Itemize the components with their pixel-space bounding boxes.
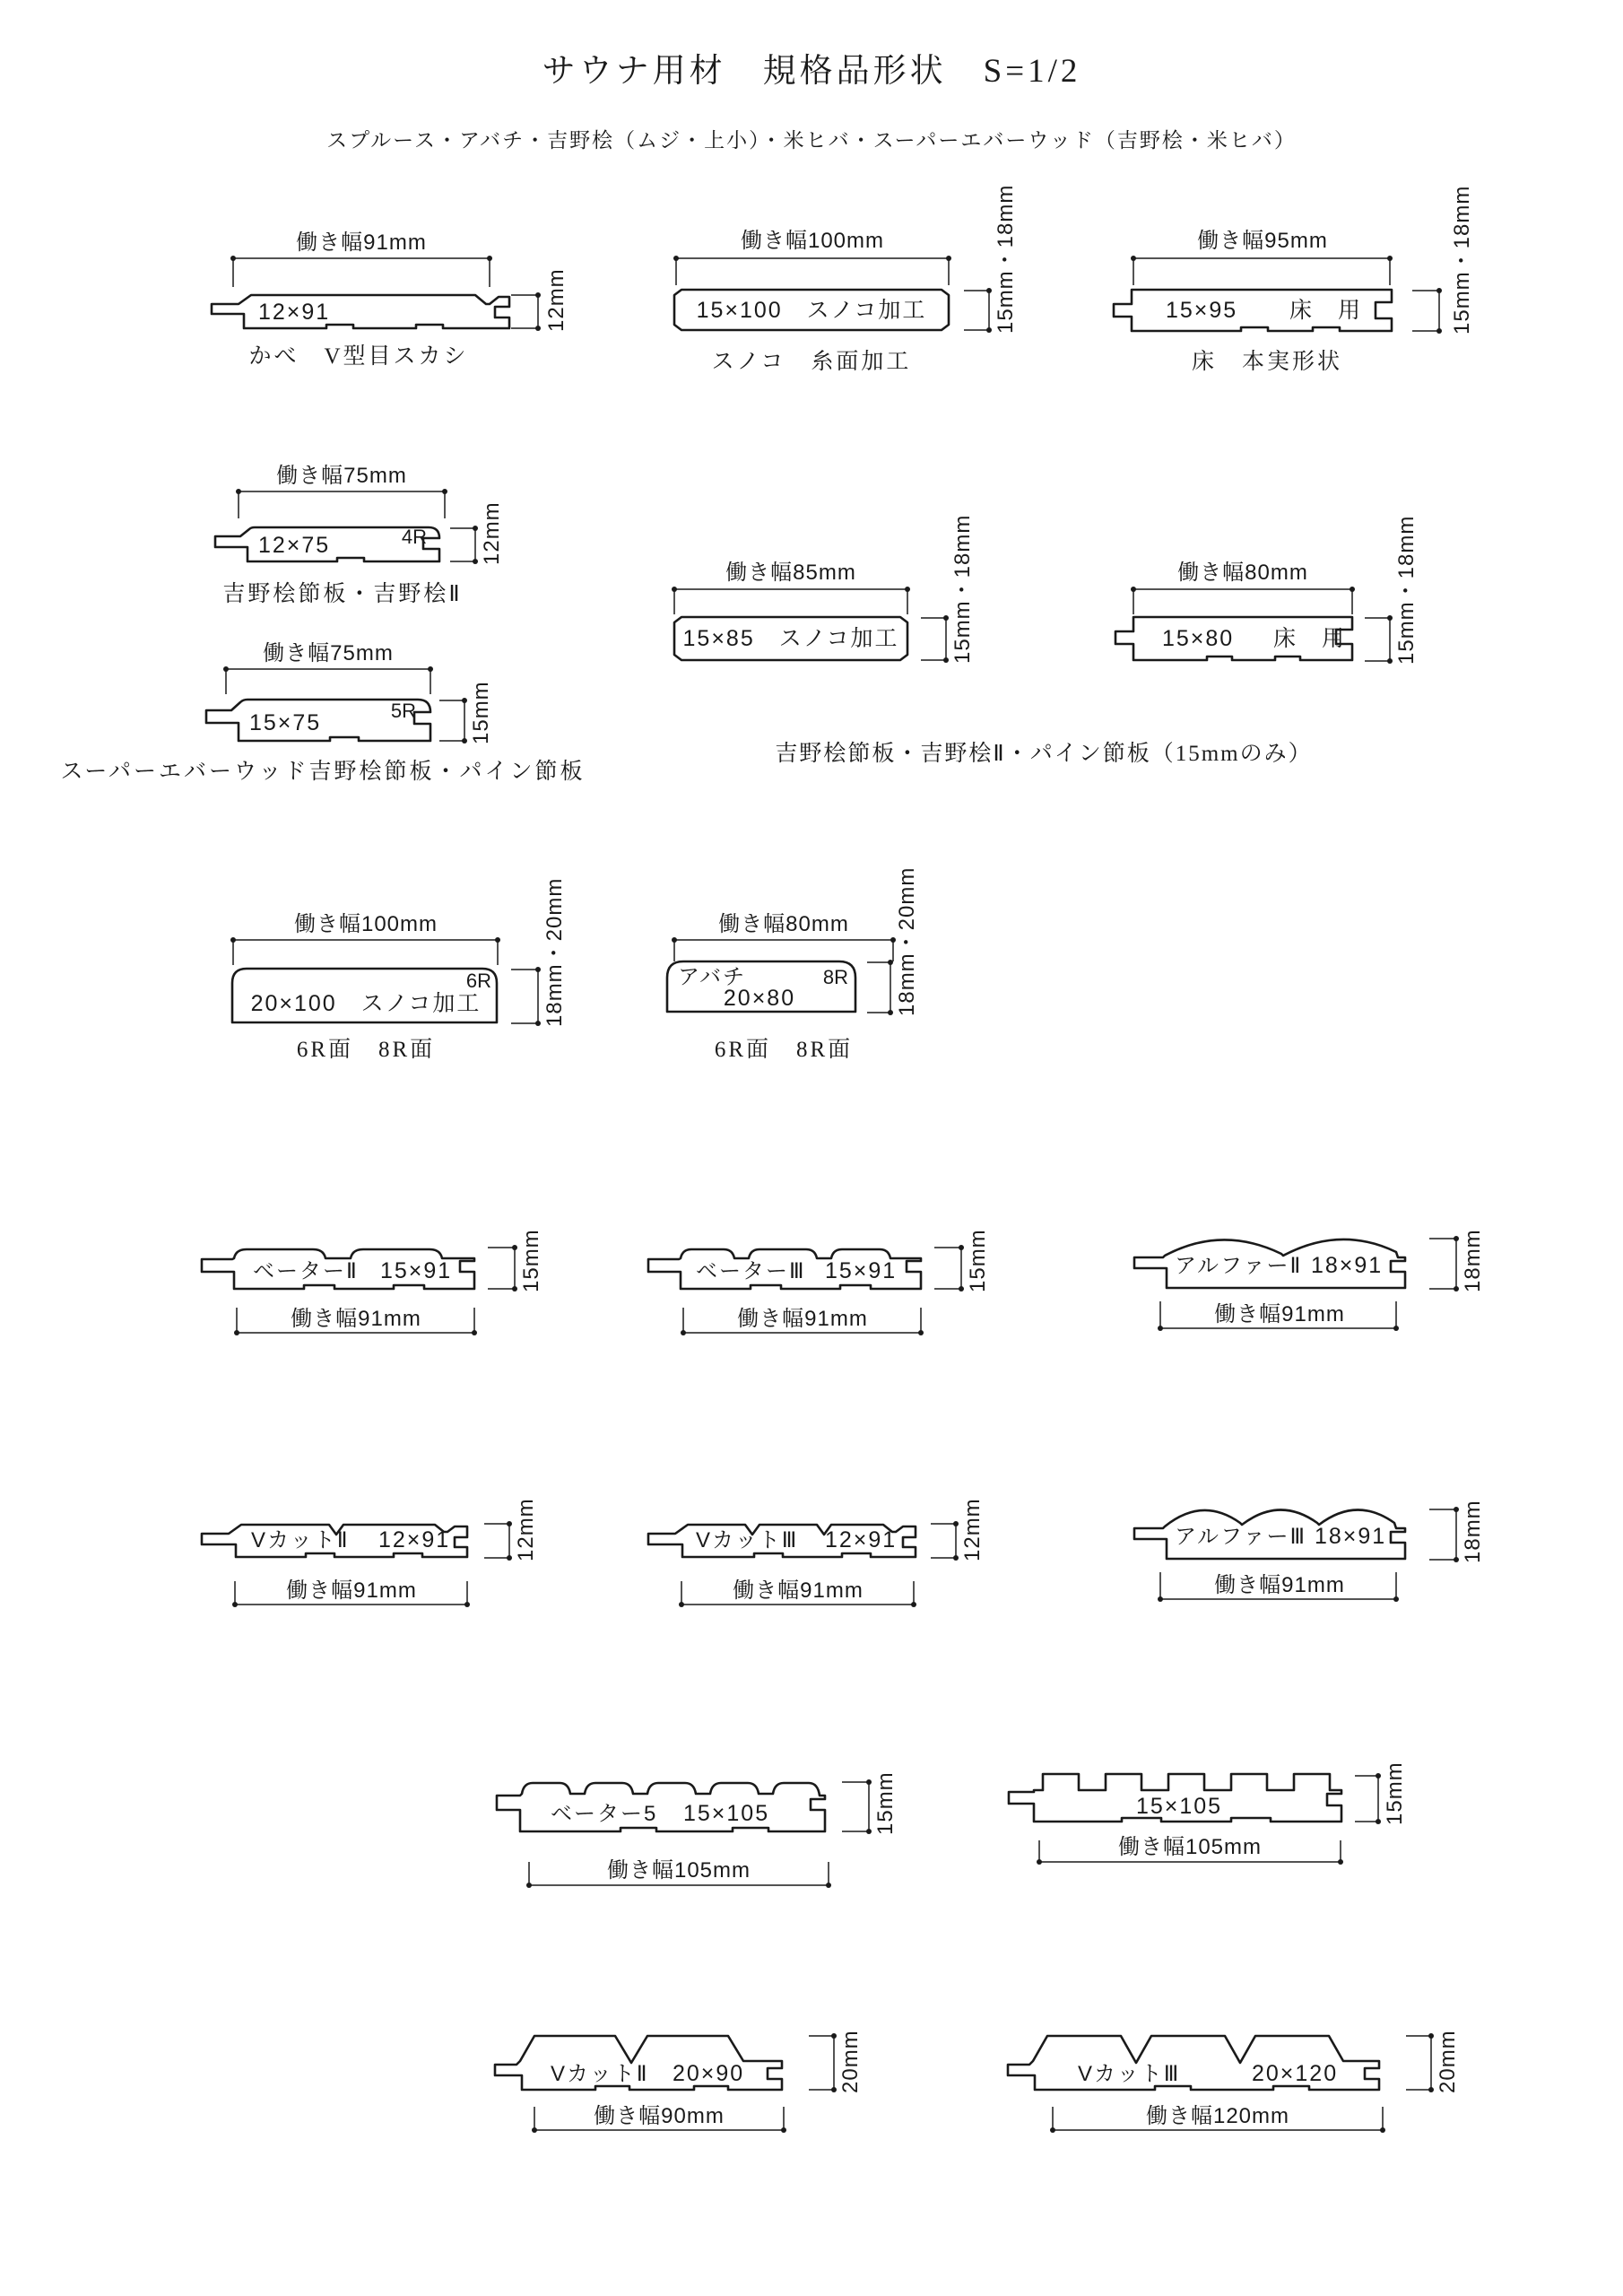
height-dimension xyxy=(1429,1500,1485,1563)
width-dimension xyxy=(1037,1835,1343,1865)
figure-rib-15x105 xyxy=(1007,1761,1428,1882)
size-label: 20×100 スノコ加工 xyxy=(250,991,482,1016)
width-dimension xyxy=(526,1858,831,1888)
dimension-dot xyxy=(236,489,241,494)
dimension-dot xyxy=(1454,1286,1459,1292)
height-dimension xyxy=(484,1498,538,1561)
dimension-dot xyxy=(1428,2033,1434,2039)
dimension-dot xyxy=(1387,256,1393,261)
width-dimension-label: 働き幅105mm xyxy=(606,1858,751,1883)
height-dimension xyxy=(1365,516,1419,665)
dimension-dot xyxy=(1454,1557,1459,1562)
height-dimension-label: 15mm xyxy=(519,1229,543,1292)
height-dimension-label: 15mm xyxy=(469,681,493,744)
dimension-dot xyxy=(473,559,478,564)
dimension-dot xyxy=(918,1330,924,1335)
figure-alpha3-18x91 xyxy=(1132,1500,1517,1626)
dimension-dot xyxy=(1376,1819,1381,1824)
width-dimension xyxy=(230,230,492,287)
dimension-dot xyxy=(512,1245,517,1250)
profile-outline xyxy=(497,1783,825,1831)
height-dimension xyxy=(511,268,568,332)
width-dimension xyxy=(681,1307,924,1335)
height-dimension-label: 18mm xyxy=(1461,1229,1485,1292)
width-dimension-label: 働き幅95mm xyxy=(1197,229,1328,253)
width-dimension xyxy=(1050,2104,1385,2133)
product-name-label: アルファーⅢ xyxy=(1175,1525,1307,1549)
species-label: アバチ xyxy=(678,965,747,989)
width-dimension-label: 働き幅75mm xyxy=(263,641,394,665)
dimension-dot xyxy=(1158,1326,1163,1331)
dimension-dot xyxy=(781,2127,786,2133)
width-dimension-label: 働き幅85mm xyxy=(725,561,856,585)
dimension-dot xyxy=(1436,288,1442,293)
width-dimension-label: 働き幅91mm xyxy=(296,230,427,255)
width-dimension xyxy=(1158,1572,1399,1602)
size-label: 12×91 xyxy=(825,1527,898,1552)
width-dimension-label: 働き幅120mm xyxy=(1145,2104,1290,2128)
dimension-dot xyxy=(946,256,951,261)
dimension-dot xyxy=(473,526,478,531)
height-dimension xyxy=(439,681,493,744)
figure-caption: スーパーエバーウッド吉野桧節板・パイン節板 xyxy=(60,760,586,784)
height-dimension-label: 15mm xyxy=(873,1771,898,1835)
product-name-label: VカットⅡ xyxy=(551,2062,649,2086)
page-title: サウナ用材 規格品形状 S=1/2 xyxy=(542,53,1081,90)
dimension-dot xyxy=(866,1779,872,1785)
dimension-dot xyxy=(1454,1507,1459,1512)
radius-label: 8R xyxy=(822,966,848,988)
height-dimension xyxy=(488,1229,543,1292)
size-label: 18×91 xyxy=(1315,1524,1387,1549)
figure-sunoko-85 xyxy=(662,514,1056,689)
height-dimension-label: 15mm xyxy=(1383,1761,1407,1825)
dimension-dot xyxy=(672,937,677,943)
figure-caption: 6R面 8R面 xyxy=(296,1038,436,1062)
dimension-dot xyxy=(673,256,679,261)
dimension-dot xyxy=(535,967,541,972)
dimension-dot xyxy=(1387,658,1393,664)
dimension-dot xyxy=(986,327,992,333)
height-dimension-label: 18mm・20mm xyxy=(895,866,919,1016)
dimension-dot xyxy=(959,1245,964,1250)
dimension-dot xyxy=(943,657,949,663)
figure-beta2-15x91 xyxy=(199,1229,585,1354)
width-dimension-label: 働き幅75mm xyxy=(276,464,407,488)
dimension-dot xyxy=(1338,1859,1343,1865)
dimension-dot xyxy=(679,1602,684,1607)
dimension-dot xyxy=(1037,1859,1042,1865)
dimension-dot xyxy=(911,1602,916,1607)
figure-vcut2-12x91 xyxy=(199,1498,585,1625)
dimension-dot xyxy=(681,1330,686,1335)
height-dimension-label: 12mm xyxy=(480,501,504,565)
width-dimension-label: 働き幅100mm xyxy=(740,229,885,253)
figure-vcut3-20x120 xyxy=(1008,2032,1492,2153)
dimension-dot xyxy=(866,1829,872,1834)
height-dimension xyxy=(921,515,975,664)
size-label: 15×75 xyxy=(249,710,322,735)
product-name-label: VカットⅢ xyxy=(696,1528,799,1552)
dimension-dot xyxy=(1380,2127,1385,2133)
figure-abachi-20x80 xyxy=(664,866,1040,1072)
radius-label: 6R xyxy=(465,970,491,992)
height-dimension xyxy=(931,1498,985,1561)
figure-yuka-80 xyxy=(1112,515,1524,689)
figure-caption: 吉野桧節板・吉野桧Ⅱ xyxy=(222,582,463,606)
dimension-dot xyxy=(953,1555,959,1561)
dimension-dot xyxy=(1376,1773,1381,1779)
dimension-dot xyxy=(888,1010,893,1015)
size-label: 15×105 xyxy=(683,1801,770,1826)
dimension-dot xyxy=(234,1330,239,1335)
height-dimension-label: 15mm・18mm xyxy=(1394,515,1419,665)
page-subtitle: スプルース・アバチ・吉野桧（ムジ・上小）・米ヒバ・スーパーエバーウッド（吉野桧・米ヒバ） xyxy=(326,129,1297,152)
height-dimension xyxy=(1412,186,1474,335)
width-dimension-label: 働き幅91mm xyxy=(1214,1302,1345,1326)
size-label: 15×91 xyxy=(380,1258,453,1283)
size-label: 18×91 xyxy=(1311,1253,1384,1278)
dimension-dot xyxy=(831,2087,837,2092)
width-dimension xyxy=(234,1307,477,1335)
figure-sunoko-20x100 xyxy=(222,877,635,1072)
dimension-dot xyxy=(1131,587,1136,592)
height-dimension xyxy=(934,1229,990,1292)
dimension-dot xyxy=(1350,587,1355,592)
dimension-dot xyxy=(826,1883,831,1888)
figure-hinoki-12x75 xyxy=(206,456,619,613)
dimension-dot xyxy=(512,1286,517,1292)
product-name-label: ベーターⅢ xyxy=(696,1259,806,1283)
width-dimension-label: 働き幅91mm xyxy=(286,1578,417,1603)
size-label: 15×100 スノコ加工 xyxy=(696,298,927,323)
height-dimension-label: 20mm xyxy=(1436,2030,1460,2093)
figure-yuka-95 xyxy=(1110,185,1558,386)
radius-label: 5R xyxy=(390,700,416,722)
size-label: 15×91 xyxy=(825,1258,898,1283)
dimension-dot xyxy=(507,1555,512,1561)
size-label: 12×75 xyxy=(258,533,331,558)
dimension-dot xyxy=(428,666,433,672)
dimension-dot xyxy=(831,2033,837,2039)
dimension-dot xyxy=(472,1330,477,1335)
height-dimension-label: 15mm・18mm xyxy=(1450,185,1474,335)
use-label: 床 用 xyxy=(1289,298,1363,323)
product-name-label: ベーター5 xyxy=(551,1802,658,1826)
dimension-dot xyxy=(535,1021,541,1026)
dimension-dot xyxy=(1131,256,1136,261)
dimension-dot xyxy=(1393,1326,1399,1331)
height-dimension-label: 12mm xyxy=(544,268,568,332)
figure-vcut3-12x91 xyxy=(646,1498,1031,1625)
height-dimension xyxy=(1429,1229,1485,1292)
product-name-label: ベーターⅡ xyxy=(253,1259,359,1283)
figure-beta3-15x91 xyxy=(646,1229,1031,1354)
size-label: 20×120 xyxy=(1252,2061,1339,2086)
width-dimension xyxy=(673,229,951,285)
product-name-label: VカットⅡ xyxy=(251,1528,350,1552)
product-name-label: VカットⅢ xyxy=(1078,2062,1181,2086)
radius-label: 4R xyxy=(401,526,427,548)
size-label: 12×91 xyxy=(258,300,331,325)
figure-vcut2-20x90 xyxy=(495,2032,890,2153)
dimension-dot xyxy=(953,1521,959,1526)
dimension-dot xyxy=(532,2127,537,2133)
figure-super-15x75 xyxy=(60,641,608,801)
width-dimension-label: 働き幅105mm xyxy=(1117,1835,1263,1859)
width-dimension-label: 働き幅91mm xyxy=(1214,1573,1345,1597)
dimension-dot xyxy=(232,1602,238,1607)
width-dimension-label: 働き幅80mm xyxy=(718,912,849,936)
figure-caption: 6R面 8R面 xyxy=(714,1038,854,1062)
dimension-dot xyxy=(888,960,893,965)
height-dimension xyxy=(1406,2030,1460,2093)
dimension-dot xyxy=(487,256,492,261)
width-dimension-label: 働き幅91mm xyxy=(733,1578,864,1603)
dimension-dot xyxy=(1428,2087,1434,2092)
dimension-dot xyxy=(462,698,467,703)
row2-shared-caption: 吉野桧節板・吉野桧Ⅱ・パイン節板（15mmのみ） xyxy=(775,742,1313,766)
dimension-dot xyxy=(230,256,236,261)
dimension-dot xyxy=(495,937,500,943)
dimension-dot xyxy=(986,288,992,293)
height-dimension xyxy=(809,2030,863,2093)
height-dimension xyxy=(842,1771,898,1835)
figure-caption: かべ V型目スカシ xyxy=(248,344,469,369)
figure-beta5-15x105 xyxy=(495,1771,961,1899)
dimension-dot xyxy=(442,489,447,494)
figure-sunoko-100 xyxy=(662,184,1083,386)
width-dimension xyxy=(532,2104,786,2133)
width-dimension xyxy=(672,561,910,614)
width-dimension xyxy=(223,641,433,694)
width-dimension xyxy=(679,1578,916,1607)
width-dimension xyxy=(1131,561,1355,614)
dimension-dot xyxy=(1436,328,1442,334)
dimension-dot xyxy=(1393,1596,1399,1602)
size-label: 20×80 xyxy=(723,986,796,1011)
dimension-dot xyxy=(535,326,541,331)
dimension-dot xyxy=(1158,1596,1163,1602)
width-dimension-label: 働き幅90mm xyxy=(594,2104,725,2128)
dimension-dot xyxy=(959,1286,964,1292)
size-label: 15×80 xyxy=(1162,626,1235,651)
height-dimension-label: 15mm xyxy=(966,1229,990,1292)
dimension-dot xyxy=(535,292,541,298)
height-dimension xyxy=(450,501,504,565)
size-label: 15×95 xyxy=(1166,298,1238,323)
size-label: 12×91 xyxy=(378,1527,451,1552)
height-dimension-label: 18mm xyxy=(1461,1500,1485,1563)
width-dimension xyxy=(236,464,447,518)
dimension-dot xyxy=(943,615,949,621)
height-dimension-label: 12mm xyxy=(960,1498,985,1561)
width-dimension-label: 働き幅91mm xyxy=(291,1307,421,1331)
width-dimension xyxy=(1158,1301,1399,1331)
size-label: 15×85 スノコ加工 xyxy=(682,626,899,651)
dimension-dot xyxy=(526,1883,532,1888)
product-name-label: アルファーⅡ xyxy=(1175,1254,1303,1278)
height-dimension-label: 15mm・18mm xyxy=(994,184,1018,334)
width-dimension xyxy=(232,1578,470,1607)
height-dimension-label: 18mm・20mm xyxy=(542,877,567,1027)
dimension-dot xyxy=(230,937,236,943)
dimension-dot xyxy=(1050,2127,1055,2133)
height-dimension xyxy=(1355,1761,1407,1825)
width-dimension-label: 働き幅91mm xyxy=(737,1307,868,1331)
dimension-dot xyxy=(462,738,467,744)
width-dimension xyxy=(230,912,500,965)
dimension-dot xyxy=(672,587,677,592)
height-dimension xyxy=(964,185,1018,334)
height-dimension xyxy=(511,878,567,1027)
figure-caption: スノコ 糸面加工 xyxy=(711,350,912,374)
size-label: 20×90 xyxy=(673,2061,745,2086)
height-dimension-label: 20mm xyxy=(838,2030,863,2093)
dimension-dot xyxy=(1387,615,1393,621)
figure-alpha2-18x91 xyxy=(1132,1229,1517,1354)
width-dimension xyxy=(1131,229,1393,285)
dimension-dot xyxy=(905,587,910,592)
figure-caption: 床 本実形状 xyxy=(1191,350,1343,374)
use-label: 床 用 xyxy=(1273,626,1347,651)
dimension-dot xyxy=(1454,1236,1459,1241)
dimension-dot xyxy=(464,1602,470,1607)
width-dimension-label: 働き幅80mm xyxy=(1177,561,1308,585)
dimension-dot xyxy=(223,666,229,672)
width-dimension xyxy=(672,912,896,961)
figure-kabe-v xyxy=(206,226,601,374)
size-label: 15×105 xyxy=(1135,1794,1223,1819)
width-dimension-label: 働き幅100mm xyxy=(293,912,438,936)
height-dimension-label: 15mm・18mm xyxy=(950,514,975,664)
height-dimension-label: 12mm xyxy=(514,1498,538,1561)
profile-outline xyxy=(212,295,509,328)
dimension-dot xyxy=(507,1521,512,1526)
